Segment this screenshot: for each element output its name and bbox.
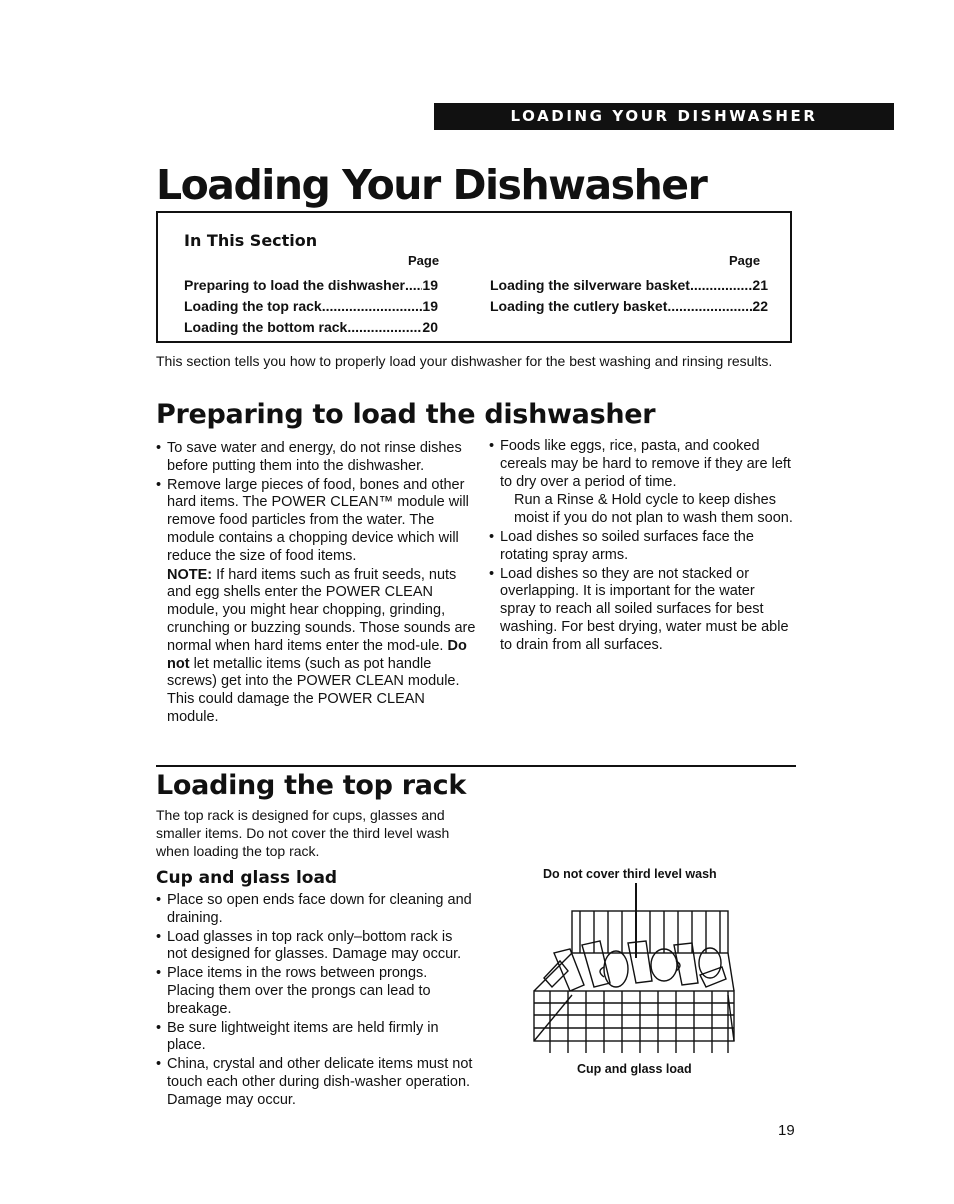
preparing-right-column <box>489 438 793 656</box>
list-item: • Remove large pieces of food, bones and other hard items. The POWER CLEAN™ module will remove food particles from the water. The module contains a chopping device which will reduce the size of food items. <box>156 477 478 566</box>
list-item: • Place items in the rows between prongs. Placing them over the prongs can lead to breakage. <box>156 965 474 1018</box>
heading-preparing: Preparing to load the dishwasher <box>156 399 656 430</box>
list-item-continuation: Run a Rinse & Hold cycle to keep dishes moist if you do not plan to wash them soon. <box>514 492 793 527</box>
toc-list-left <box>184 275 438 338</box>
page-title: Loading Your Dishwasher <box>156 161 707 209</box>
toc-list-right <box>490 275 768 317</box>
list-item: • To save water and energy, do not rinse dishes before putting them into the dishwasher. <box>156 440 478 476</box>
heading-top-rack: Loading the top rack <box>156 770 467 801</box>
top-rack-intro: The top rack is designed for cups, glasses and smaller items. Do not cover the third level wash when loading the top rack. <box>156 807 450 859</box>
figure-caption: Cup and glass load <box>577 1062 692 1076</box>
section-header-bar: LOADING YOUR DISHWASHER <box>434 103 894 130</box>
note-paragraph: NOTE: If hard items such as fruit seeds, nuts and egg shells enter the POWER CLEAN module, you might hear chopping, grinding, crunching or buzzing sounds. Those sounds are normal when hard items enter the mod-ule. Do not let metallic items (such as pot handle screws) get into the POWER CLEAN module. This could damage the POWER CLEAN module. <box>167 566 476 725</box>
list-item: • Place so open ends face down for cleaning and draining. <box>156 892 474 928</box>
list-item: • Foods like eggs, rice, pasta, and cooked cereals may be hard to remove if they are left to dry over a period of time. <box>489 438 793 491</box>
in-this-section-box <box>156 211 792 343</box>
cup-glass-bullets <box>156 892 474 1111</box>
toc-item[interactable]: Preparing to load the dishwasher ..... 19 <box>184 275 438 296</box>
list-item: • Load dishes so they are not stacked or overlapping. It is important for the water spray to reach all soiled surfaces for best washing. For best drying, water must be able to drain from all surfaces. <box>489 566 793 655</box>
list-item: • China, crystal and other delicate items must not touch each other during dish-washer operation. Damage may occur. <box>156 1056 474 1109</box>
toc-item[interactable]: Loading the top rack ..... 19 <box>184 296 438 317</box>
section-divider <box>156 765 796 767</box>
top-rack-illustration <box>524 883 740 1063</box>
toc-page-label-right: Page <box>729 253 761 268</box>
preparing-left-column <box>156 440 478 728</box>
list-item: • Be sure lightweight items are held firmly in place. <box>156 1020 474 1056</box>
list-item: • Load glasses in top rack only–bottom rack is not designed for glasses. Damage may occur. <box>156 929 474 965</box>
heading-cup-glass-load: Cup and glass load <box>156 868 338 888</box>
toc-item[interactable]: Loading the cutlery basket ..... 22 <box>490 296 768 317</box>
page-number: 19 <box>778 1122 795 1139</box>
toc-item[interactable]: Loading the silverware basket ..... 21 <box>490 275 768 296</box>
toc-page-label-left: Page <box>408 253 440 268</box>
toc-item[interactable]: Loading the bottom rack ..... 20 <box>184 317 438 338</box>
list-item: • Load dishes so soiled surfaces face the rotating spray arms. <box>489 529 793 565</box>
toc-heading: In This Section <box>184 231 318 250</box>
figure-top-label: Do not cover third level wash <box>543 867 717 881</box>
section-intro: This section tells you how to properly load your dishwasher for the best washing and rinsing results. <box>156 353 773 369</box>
